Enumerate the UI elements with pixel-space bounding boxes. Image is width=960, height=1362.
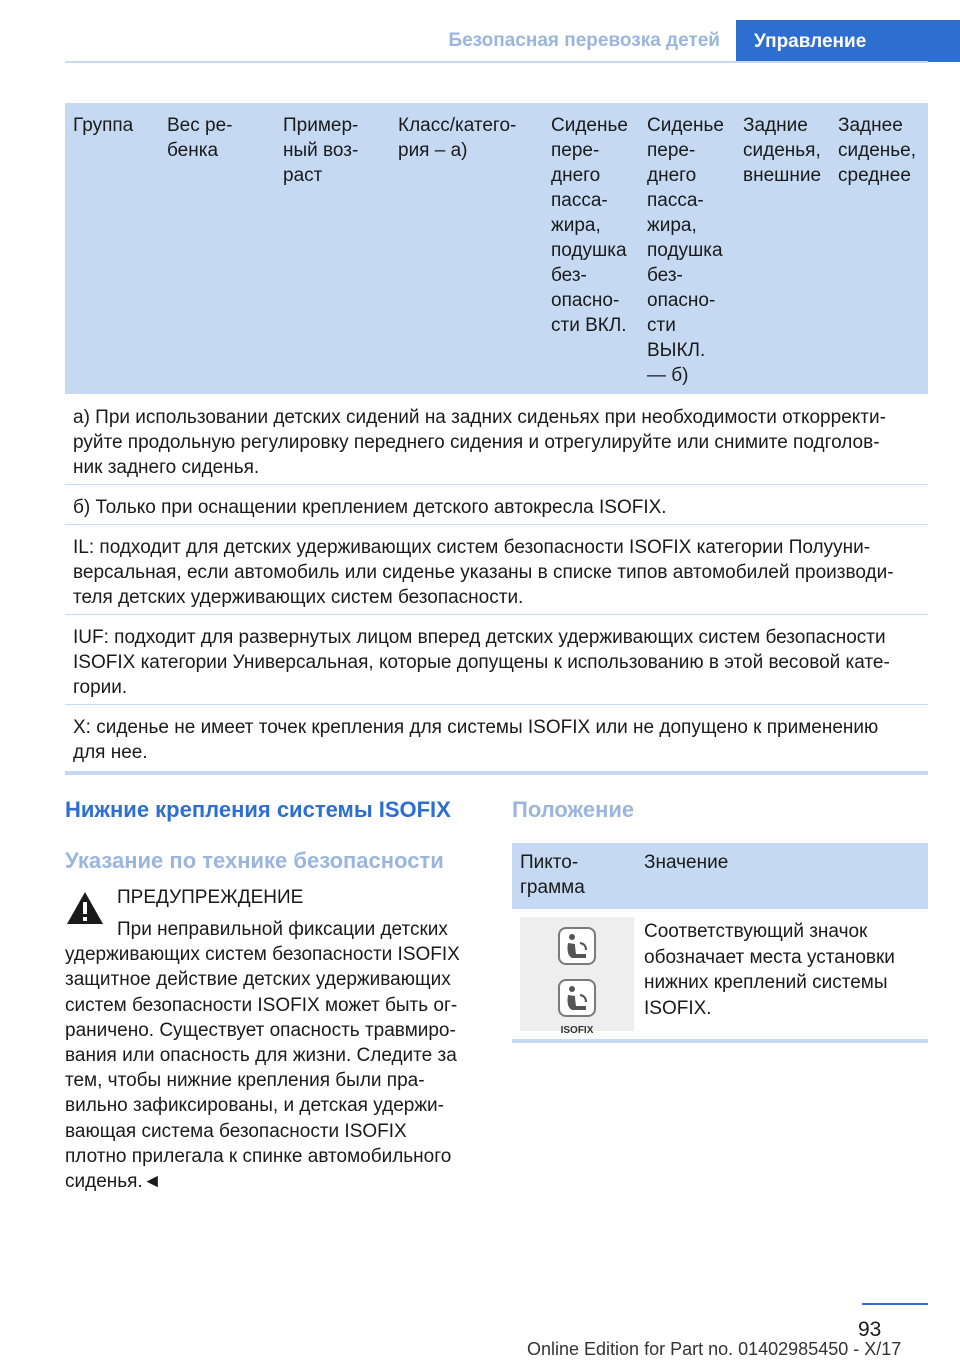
header-section-title: Безопасная перевозка детей [448,30,720,51]
col-pictogram: Пикто- грамма [520,852,585,898]
col-group: Группа [65,103,159,394]
col-rear-outer: Задние сиденья, внешние [735,103,830,394]
table-row [512,909,928,1039]
note-a: а) При использовании детских сидений на задних сиденьях при необходимости откорректи- руйте продольную регулировку переднего сидения и отрегулируйте или снимите подголов- ник заднего сиденья. [73,407,886,478]
header-rule [65,61,928,63]
note-il: IL: подходит для детских удерживающих систем безопасности ISOFIX категории Полууни- версальная, если автомобиль или сиденье указаны в списке типов автомобилей производи- теля детских удерживающих систем безопасности. [73,537,894,608]
note-b: б) Только при оснащении креплением детского автокресла ISOFIX. [73,497,667,518]
section-rule [65,771,928,775]
section-heading-position: Положение [512,797,635,822]
col-meaning: Значение [644,852,729,873]
section-heading-isofix: Нижние крепления системы ISOFIX [65,797,451,822]
col-weight: Вес ре- бенка [159,103,275,394]
page-number: 93 [858,1318,882,1341]
note-x: X: сиденье не имеет точек крепления для системы ISOFIX или не допущено к применению для нее. [73,717,879,763]
divider [65,524,928,525]
col-front-airbag-on: Сиденье пере- днего пасса- жира, подушка без- опасно- сти ВКЛ. [543,103,639,394]
divider [65,484,928,485]
subheading-safety: Указание по технике безопасности [65,848,444,873]
meaning-text: Соответствующий значок обозначает места установки нижних креплений системы ISOFIX. [644,921,895,1019]
divider [65,614,928,615]
table-header-row [65,103,928,394]
divider [65,704,928,705]
col-front-airbag-off: Сиденье пере- днего пасса- жира, подушка без- опасно- сти ВЫКЛ. — б) [639,103,735,394]
group-table [65,103,928,394]
isofix-pictogram [520,917,634,1036]
pictogram-table [512,843,928,1039]
note-iuf: IUF: подходит для развернутых лицом вперед детских удерживающих систем безопасности ISOFIX категории Универсальная, которые допущены к использованию в этой весовой кате- гории. [73,627,890,698]
col-age: Пример- ный воз- раст [275,103,390,394]
warning-text-first-line: При неправильной фиксации детских [117,919,448,940]
col-class: Класс/катего- рия – а) [390,103,543,394]
warning-text [65,917,480,1194]
table-bottom-rule [512,1039,928,1043]
pictogram-table-header [512,843,928,909]
footer-edition: Online Edition for Part no. 01402985450 - X/17 [527,1339,902,1359]
warning-text-rest: удерживающих систем безопасности ISOFIX защитное действие детских удерживающих систем безопасности ISOFIX может быть ог- раничено. Существует опасность травмиро- вания или опасность для жизни. Следите за тем, чтобы нижние крепления были пра- вильно зафиксированы, и детская удержи- вающая система безопасности ISOFIX плотно прилегала к спинке автомобильного сиденья.◄ [65,944,460,1193]
header-chapter-tab[interactable]: Управление [736,20,960,62]
isofix-label: ISOFIX [560,1025,594,1036]
footer-rule [862,1303,928,1305]
col-rear-middle: Заднее сиденье, среднее [830,103,928,394]
warning-title: ПРЕДУПРЕЖДЕНИЕ [117,887,304,908]
child-seat-icon [520,917,634,1031]
